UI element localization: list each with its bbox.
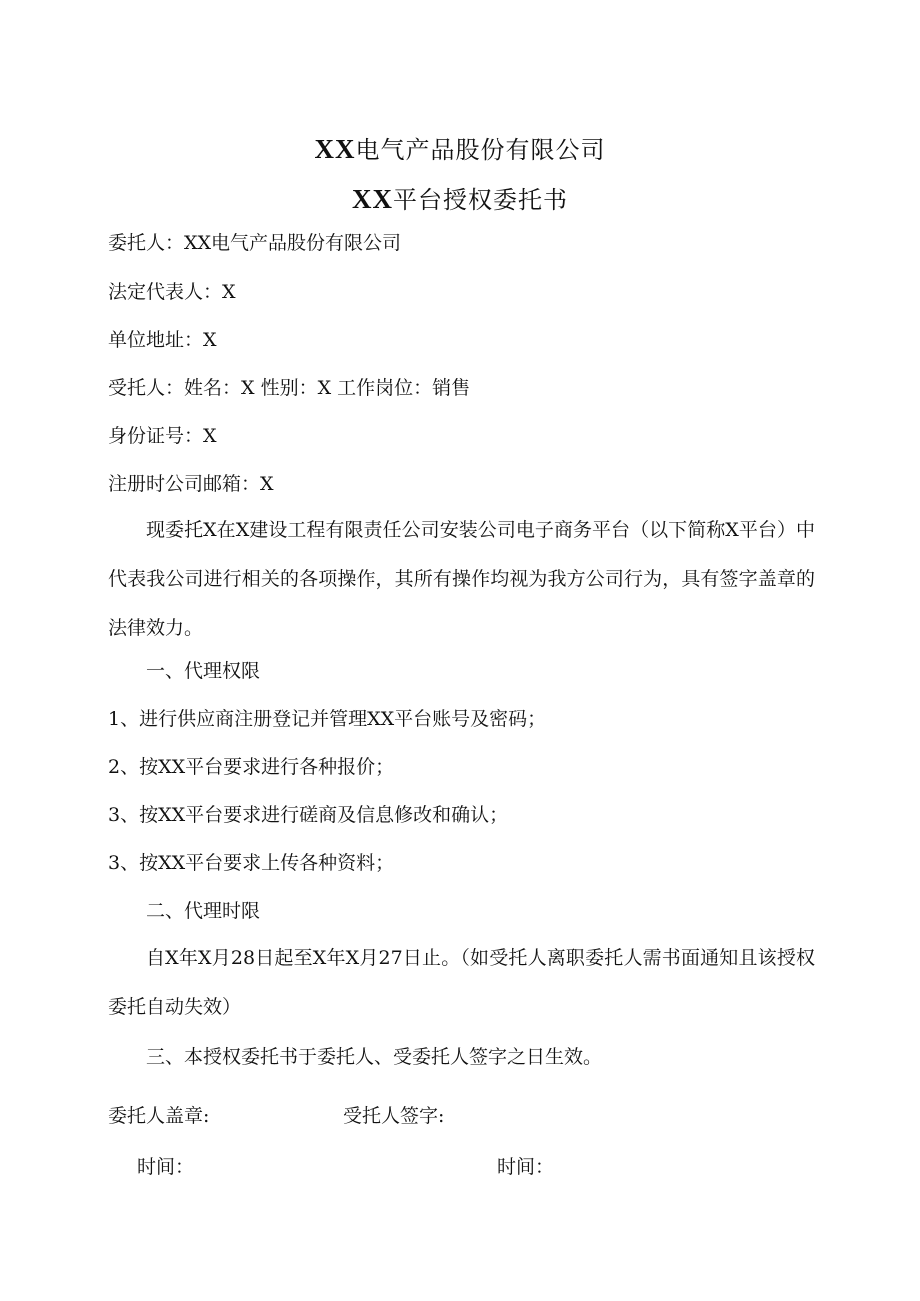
company-title-text: 电气产品股份有限公司 bbox=[355, 136, 606, 164]
agent-signature-label: 受托人签字: bbox=[343, 1105, 445, 1127]
document-title-text: 平台授权委托书 bbox=[393, 186, 568, 214]
agent-field: 受托人：姓名：X 性别：X 工作岗位：销售 bbox=[108, 377, 471, 399]
permission-item: 2、按XX平台要求进行各种报价； bbox=[108, 756, 395, 778]
document-title bbox=[0, 180, 920, 215]
period-paragraph: 自X年X月28日起至X年X月27日止。（如受托人离职委托人需书面通知且该授权委托自动失效） bbox=[108, 947, 815, 1018]
email-field: 注册时公司邮箱：X bbox=[108, 473, 274, 495]
permission-item: 3、按XX平台要求进行磋商及信息修改和确认； bbox=[108, 804, 509, 826]
section-permissions-heading: 一、代理权限 bbox=[146, 660, 261, 682]
company-title bbox=[0, 130, 920, 165]
authorization-paragraph: 现委托X在X建设工程有限责任公司安装公司电子商务平台（以下简称X平台）中代表我公司进行相关的各项操作，其所有操作均视为我方公司行为，具有签字盖章的法律效力。 bbox=[108, 519, 815, 639]
principal-field: 委托人：XX电气产品股份有限公司 bbox=[108, 232, 402, 254]
effective-clause: 三、本授权委托书于委托人、受委托人签字之日生效。 bbox=[146, 1046, 603, 1068]
principal-time-label: 时间： bbox=[137, 1156, 195, 1178]
company-title-prefix: XX bbox=[314, 134, 356, 164]
principal-seal-label: 委托人盖章: bbox=[108, 1105, 210, 1127]
permission-item: 3、按XX平台要求上传各种资料； bbox=[108, 852, 395, 874]
id-number-field: 身份证号：X bbox=[108, 425, 217, 447]
legal-representative-field: 法定代表人：X bbox=[108, 281, 236, 303]
address-field: 单位地址：X bbox=[108, 329, 217, 351]
section-period-heading: 二、代理时限 bbox=[146, 900, 261, 922]
document-title-prefix: XX bbox=[352, 184, 393, 214]
permission-item: 1、进行供应商注册登记并管理XX平台账号及密码； bbox=[108, 708, 547, 730]
agent-time-label: 时间： bbox=[497, 1156, 555, 1178]
